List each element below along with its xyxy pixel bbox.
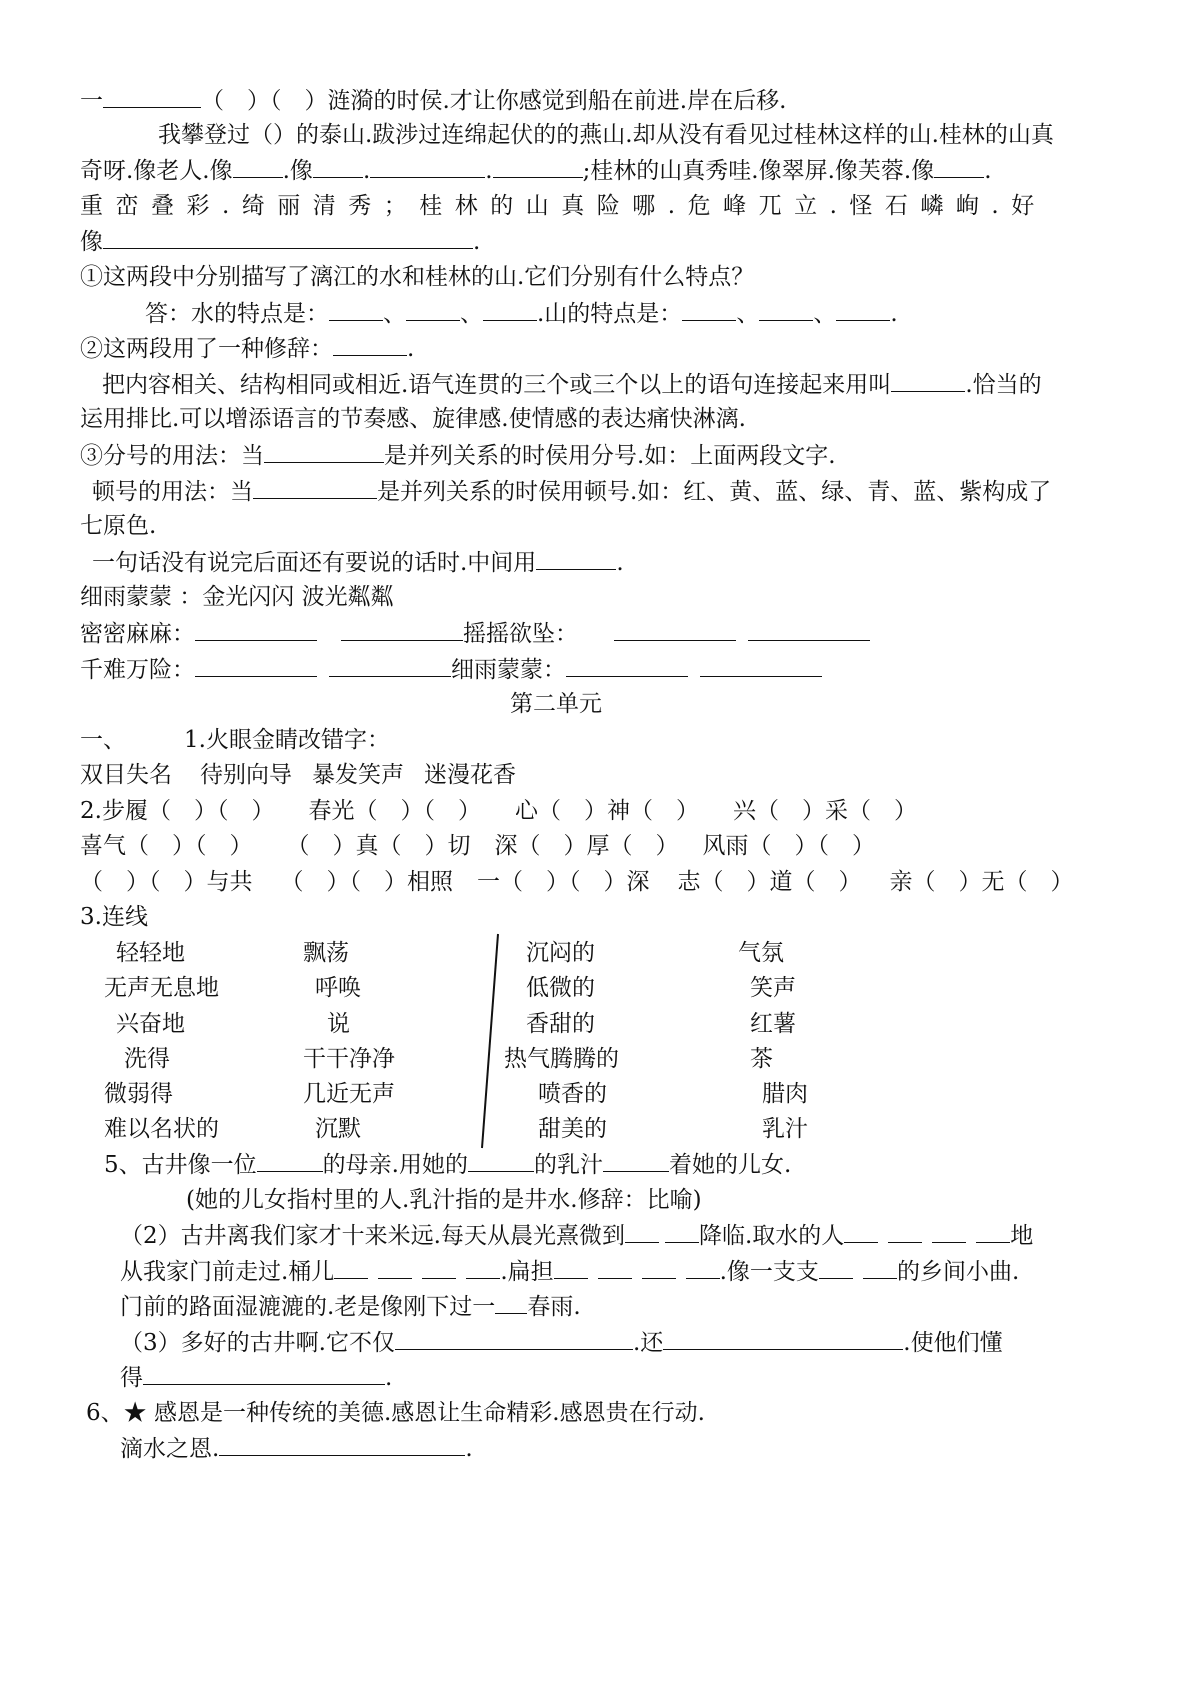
question-5: 5、古井像一位 的母亲.用她的 的乳汁 着她的儿女.	[104, 1149, 791, 1179]
words-row-1: 密密麻麻： 摇摇欲坠：	[80, 618, 870, 648]
match-item[interactable]: 兴奋地	[116, 1010, 185, 1037]
answer-blank[interactable]	[976, 1220, 1010, 1243]
answer-blank[interactable]	[378, 1256, 412, 1279]
typo-word: 迷漫花香	[424, 762, 516, 788]
answer-blank[interactable]	[495, 1291, 527, 1314]
answer-blank[interactable]	[598, 1256, 632, 1279]
match-item[interactable]: 乳汁	[762, 1116, 808, 1143]
answer-blank[interactable]	[395, 1327, 633, 1350]
question-5-part-3: （3）多好的古井啊.它不仅 .还 .使他们懂	[120, 1327, 1003, 1357]
answer-blank[interactable]	[468, 1149, 534, 1172]
match-item[interactable]: 茶	[750, 1045, 773, 1072]
question-3-semicolon: ③分号的用法：当 是并列关系的时侯用分号.如：上面两段文字.	[80, 440, 836, 470]
question-3-comma-2: 七原色.	[80, 513, 157, 539]
typo-word: 暴发笑声	[312, 762, 404, 788]
answer-blank[interactable]	[819, 1256, 853, 1279]
match-item[interactable]: 红薯	[750, 1010, 796, 1037]
text: 一	[80, 88, 103, 114]
question-3-ellipsis: 一句话没有说完后面还有要说的话时.中间用 .	[92, 547, 624, 577]
match-item[interactable]: 沉默	[315, 1116, 361, 1143]
match-item[interactable]: 气氛	[738, 940, 784, 966]
answer-blank[interactable]	[888, 1220, 922, 1243]
question-5-note: (她的儿女指村里的人.乳汁指的是井水.修辞：比喻)	[186, 1187, 702, 1213]
divider-line	[482, 934, 498, 1148]
answer-blank[interactable]	[466, 1256, 500, 1279]
match-item[interactable]: 轻轻地	[116, 940, 185, 966]
match-item[interactable]: 微弱得	[104, 1081, 173, 1108]
answer-blank[interactable]	[686, 1256, 720, 1279]
answer-blank[interactable]	[219, 1433, 465, 1456]
text: （ ）（ ）涟漪的时侯.才让你感觉到船在前进.岸在后移.	[201, 88, 787, 114]
answer-blank[interactable]	[642, 1256, 676, 1279]
match-item[interactable]: 飘荡	[303, 940, 349, 966]
words-example: 细雨蒙蒙 ：金光闪闪 波光粼粼	[80, 584, 394, 610]
match-item[interactable]: 喷香的	[538, 1081, 607, 1108]
match-column-3	[504, 936, 619, 1148]
passage-line-2: 我攀登过（）的泰山.跋涉过连绵起伏的的燕山.却从没有看见过桂林这样的山.桂林的山真	[158, 122, 1054, 148]
answer-blank[interactable]	[663, 1327, 903, 1350]
passage-line-5: 像 .	[80, 226, 480, 256]
question-5-part-2: （2）古井离我们家才十来米远.每天从晨光熹微到 降临.取水的人 地	[120, 1220, 1033, 1250]
typo-word: 待别向导	[200, 762, 292, 788]
question-6: 6、★ 感恩是一种传统的美德.感恩让生命精彩.感恩贵在行动.	[86, 1400, 705, 1426]
parallelism-definition-2: 运用排比.可以增添语言的节奏感、旋律感.使情感的表达痛快淋漓.	[80, 406, 746, 432]
matching-title: 3.连线	[80, 904, 148, 930]
fill-row-3: （ ）（ ）与共 （ ）（ ）相照 一（ ）（ ）深 志（ ）道（ ） 亲（ ）无（ ）	[80, 869, 1074, 895]
answer-blank[interactable]	[422, 1256, 456, 1279]
section-1-heading: 一、 1.火眼金睛改错字：	[80, 727, 390, 753]
match-item[interactable]: 难以名状的	[104, 1116, 219, 1143]
match-item[interactable]: 低微的	[526, 975, 595, 1002]
question-2: ②这两段用了一种修辞： .	[80, 333, 414, 363]
question-5-part-2b: 从我家门前走过.桶儿 .扁担 .像一支支 的乡间小曲.	[120, 1256, 1019, 1286]
typo-word: 双目失名	[80, 762, 172, 788]
unit-2-title: 第二单元	[510, 691, 602, 717]
passage-line-4: 重峦叠彩.绮丽清秀；桂林的山真险哪.危峰兀立.怪石嶙峋.好	[80, 193, 1047, 219]
question-1: ①这两段中分别描写了漓江的水和桂林的山.它们分别有什么特点？	[80, 264, 755, 290]
match-item[interactable]: 说	[327, 1010, 350, 1037]
answer-blank[interactable]	[932, 1220, 966, 1243]
match-item[interactable]: 笑声	[750, 975, 796, 1002]
answer-blank[interactable]	[603, 1149, 669, 1172]
answer-blank[interactable]	[334, 1256, 368, 1279]
parallelism-definition: 把内容相关、结构相同或相近.语气连贯的三个或三个以上的语句连接起来用叫 .恰当的	[102, 369, 1042, 399]
answer-blank[interactable]	[844, 1220, 878, 1243]
words-row-2: 千难万险： 细雨蒙蒙：	[80, 654, 822, 684]
question-3-comma: 顿号的用法：当 是并列关系的时侯用顿号.如：红、黄、蓝、绿、青、蓝、紫构成了	[92, 476, 1051, 506]
match-item[interactable]: 无声无息地	[104, 975, 219, 1002]
question-6-answer: 滴水之恩. .	[120, 1433, 473, 1463]
match-item[interactable]: 热气腾腾的	[504, 1045, 619, 1072]
match-item[interactable]: 干干净净	[303, 1045, 395, 1072]
answer-blank[interactable]	[554, 1256, 588, 1279]
match-item[interactable]: 沉闷的	[526, 940, 595, 966]
passage-line-3: 奇呀.像老人.像 .像 . . ;桂林的山真秀哇.像翠屏.像芙蓉.像 .	[80, 155, 992, 185]
question-5-part-3b: 得 .	[120, 1362, 392, 1392]
question-5-part-2c: 门前的路面湿漉漉的.老是像刚下过一 春雨.	[120, 1291, 581, 1321]
match-item[interactable]: 甜美的	[538, 1116, 607, 1143]
match-column-4	[738, 936, 808, 1148]
fill-row-1: 2.步履（ ）（ ） 春光（ ）（ ） 心（ ）神（ ） 兴（ ）采（ ）	[80, 798, 917, 824]
match-item[interactable]: 腊肉	[762, 1081, 808, 1108]
match-item[interactable]: 香甜的	[526, 1010, 595, 1037]
match-item[interactable]: 几近无声	[303, 1081, 395, 1108]
match-item[interactable]: 洗得	[124, 1045, 170, 1072]
answer-blank[interactable]	[257, 1149, 323, 1172]
fill-row-2: 喜气（ ）（ ） （ ）真（ ）切 深（ ）厚（ ） 风雨（ ）（ ）	[80, 833, 875, 859]
answer-blank[interactable]	[143, 1362, 385, 1385]
answer-line: 答：水的特点是： 、 、 .山的特点是： 、 、 .	[145, 298, 898, 328]
answer-blank[interactable]	[665, 1220, 699, 1243]
answer-blank[interactable]	[863, 1256, 897, 1279]
match-item[interactable]: 呼唤	[315, 975, 361, 1002]
answer-blank[interactable]	[625, 1220, 659, 1243]
